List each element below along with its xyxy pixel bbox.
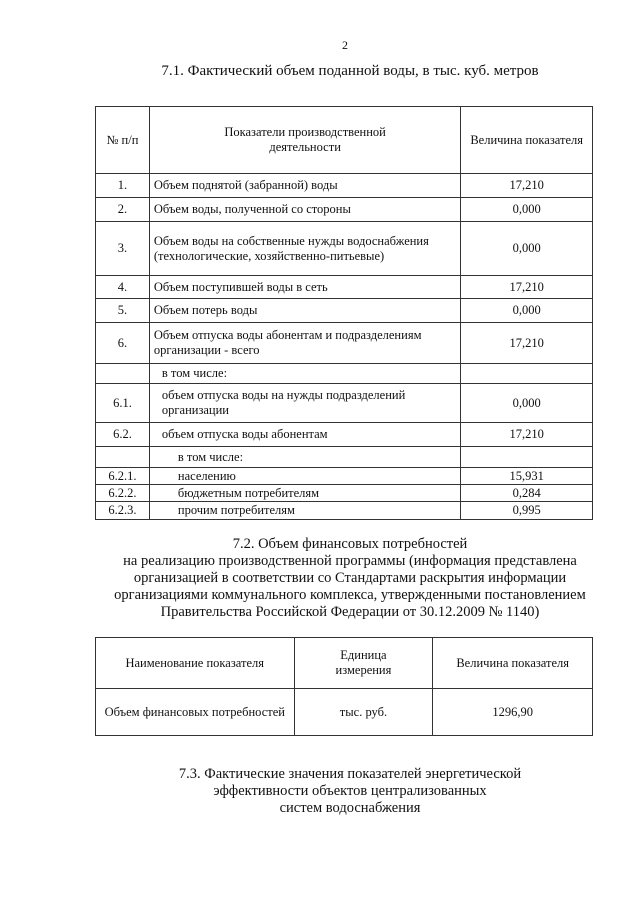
cell-name: бюджетным потребителям [149,485,460,502]
cell-name: в том числе: [149,364,460,384]
section-7-2-title [0,536,640,621]
cell-num [96,447,150,468]
title-line: эффективности объектов централизованных [213,783,487,799]
cell-name: прочим потребителям [149,502,460,520]
cell-num: 1. [96,174,150,198]
cell-num: 4. [96,276,150,299]
table-row [96,689,593,736]
cell-num: 5. [96,299,150,323]
table-row [96,447,593,468]
cell-name: Объем поступившей воды в сеть [149,276,460,299]
cell-name: объем отпуска воды абонентам [149,423,460,447]
table-row [96,364,593,384]
table-row [96,276,593,299]
table-row [96,299,593,323]
section-7-1-title: 7.1. Фактический объем поданной воды, в тыс. куб. метров [161,63,539,79]
cell-value: 0,000 [461,299,593,323]
cell-value: 0,000 [461,198,593,222]
financial-needs-table [95,637,593,736]
table-row [96,485,593,502]
cell-name: объем отпуска воды на нужды подразделений организации [149,384,460,423]
water-volume-table [95,106,593,520]
cell-name: Объем воды, полученной со стороны [149,198,460,222]
table-row [96,222,593,276]
cell-num: 6.1. [96,384,150,423]
title-line: систем водоснабжения [279,800,421,816]
cell-value: 1296,90 [433,689,593,736]
table-row [96,502,593,520]
table-header [96,107,593,174]
header-value: Величина показателя [433,638,593,689]
header-name: Наименование показателя [96,638,295,689]
cell-value: 0,000 [461,384,593,423]
title-line: организацией в соответствии со Стандартами раскрытия информации [133,570,567,586]
header-value: Величина показателя [461,107,593,174]
cell-value: 17,210 [461,276,593,299]
cell-name: Объем отпуска воды абонентам и подразделениям организации - всего [149,323,460,364]
cell-name: в том числе: [149,447,460,468]
header-num: № п/п [96,107,150,174]
cell-unit: тыс. руб. [294,689,433,736]
cell-num: 6.2.1. [96,468,150,485]
header-indicator: Показатели производственной деятельности [149,107,460,174]
cell-value [461,447,593,468]
cell-name: населению [149,468,460,485]
cell-value: 0,284 [461,485,593,502]
title-line: на реализацию производственной программы (информация представлена [123,553,577,569]
cell-num [96,364,150,384]
cell-value: 17,210 [461,174,593,198]
header-unit: Единица измерения [294,638,433,689]
section-7-3-title [0,766,640,817]
title-line: организациями коммунального комплекса, утвержденными постановлением [114,587,586,603]
table-row [96,323,593,364]
cell-name: Объем финансовых потребностей [96,689,295,736]
table-row [96,468,593,485]
cell-value: 15,931 [461,468,593,485]
title-line: 7.3. Фактические значения показателей энергетической [178,766,522,782]
cell-num: 6.2.3. [96,502,150,520]
table-row [96,423,593,447]
cell-value: 17,210 [461,323,593,364]
cell-value: 17,210 [461,423,593,447]
cell-name: Объем воды на собственные нужды водоснабжения (технологические, хозяйственно-питьевые) [149,222,460,276]
cell-num: 6.2.2. [96,485,150,502]
cell-value: 0,995 [461,502,593,520]
table-row [96,174,593,198]
title-line: 7.2. Объем финансовых потребностей [232,536,468,552]
title-line: Правительства Российской Федерации от 30.12.2009 № 1140) [160,604,540,620]
cell-num: 6.2. [96,423,150,447]
cell-num: 2. [96,198,150,222]
cell-value [461,364,593,384]
cell-num: 3. [96,222,150,276]
cell-num: 6. [96,323,150,364]
cell-name: Объем поднятой (забранной) воды [149,174,460,198]
table-row [96,198,593,222]
page-number: 2 [342,38,348,52]
cell-name: Объем потерь воды [149,299,460,323]
cell-value: 0,000 [461,222,593,276]
table-row [96,384,593,423]
